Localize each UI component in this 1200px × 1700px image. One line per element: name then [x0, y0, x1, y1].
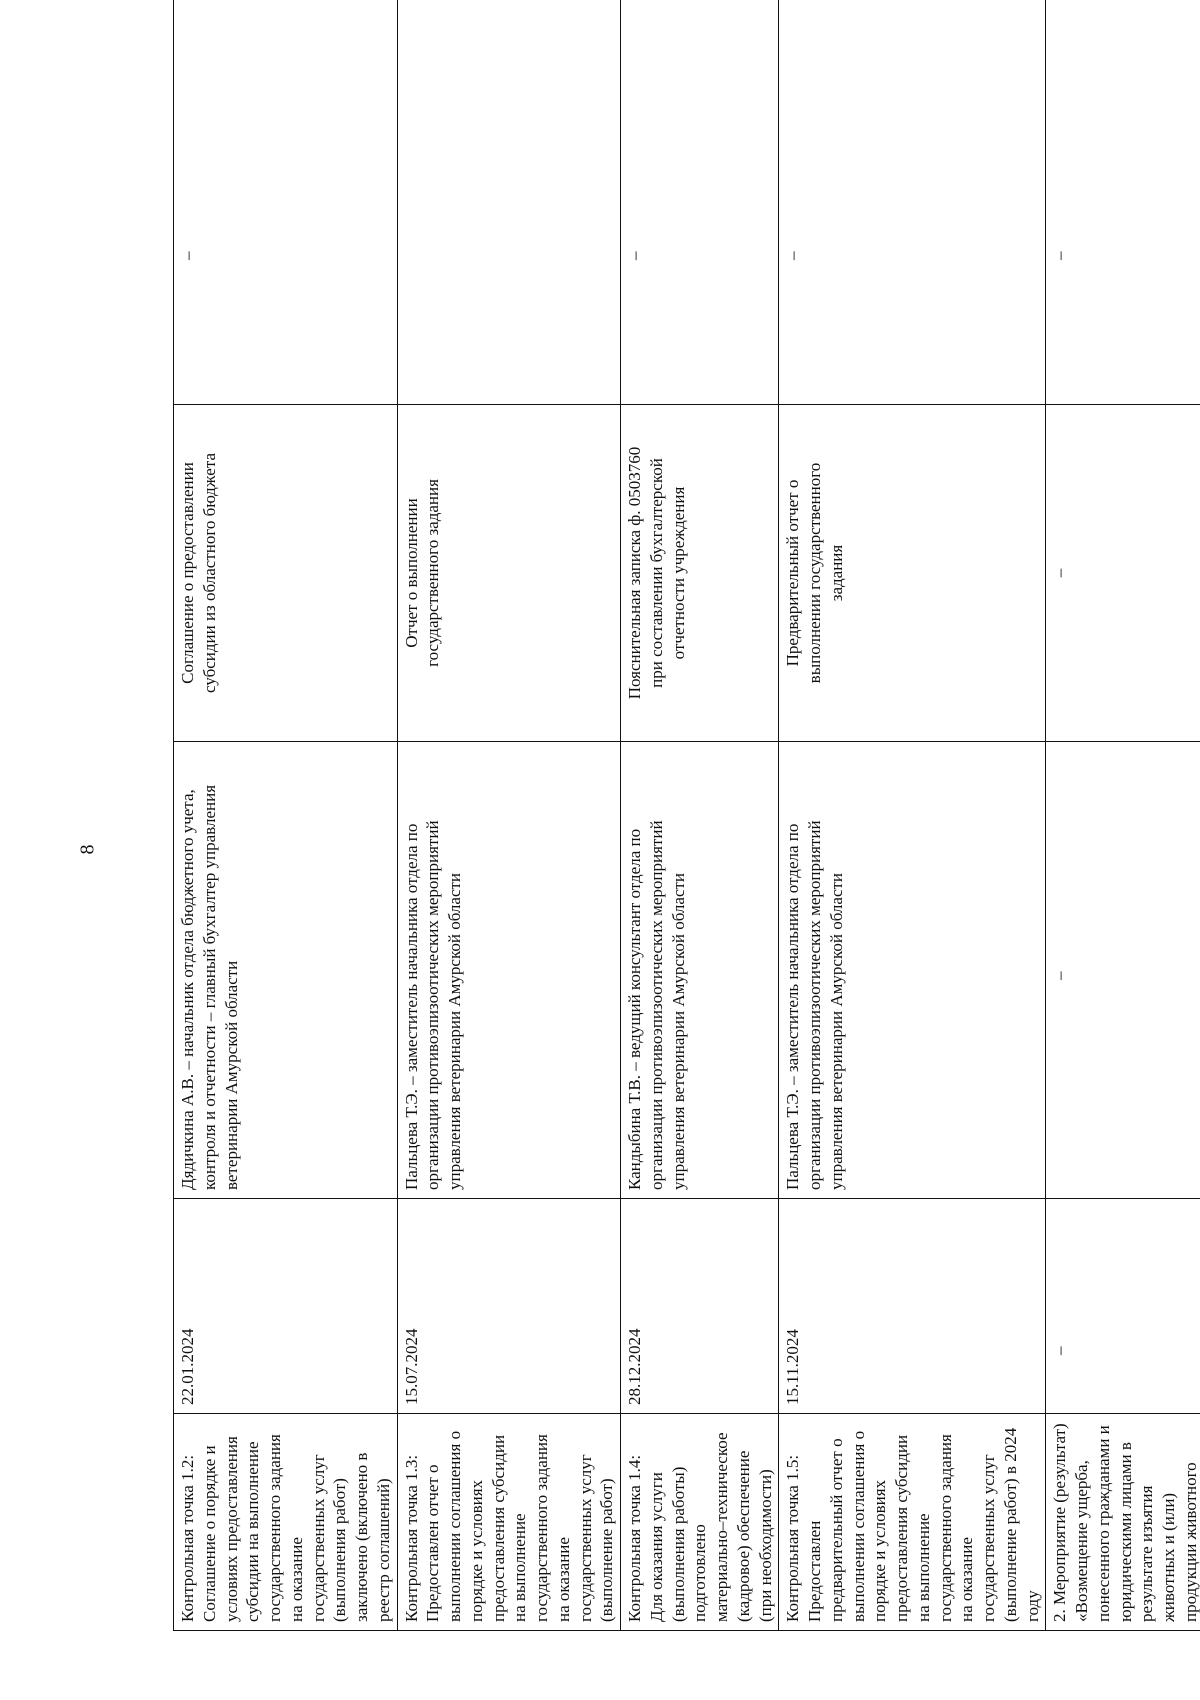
checkpoint-cell	[397, 1414, 621, 1631]
document-cell	[621, 405, 779, 742]
checkpoint-text: Предоставлен предварительный отчет о выполнении соглашения о порядке и условиях предоставления субсидии на выполнение государственного задания на оказание государственных услуг (выполнение работ) в 2024 году	[805, 1427, 1042, 1622]
note-dash: –	[1050, 251, 1070, 260]
note-cell	[174, 0, 398, 405]
checkpoint-text: Для оказания услуги (выполнения работы) подготовлено материально–техническое (кадровое) обеспечение (при необходимости)	[646, 1432, 775, 1622]
checkpoint-title: Контрольная точка 1.3:	[401, 1454, 421, 1622]
date-cell: 22.01.2024	[174, 1199, 398, 1414]
responsible-cell: Дядичкина А.В. – начальник отдела бюджетного учета, контроля и отчетности – главный бухгалтер управления ветеринарии Амурской области	[174, 742, 398, 1199]
document-text: Предварительный отчет о выполнении государственного задания	[783, 462, 846, 684]
document-dash: –	[1050, 568, 1070, 578]
checkpoint-title: Контрольная точка 1.5:	[783, 1454, 803, 1622]
note-cell	[1046, 0, 1200, 405]
note-cell	[621, 0, 779, 405]
document-text: Отчет о выполнении государственного задания	[401, 479, 443, 667]
date-cell: 15.11.2024	[779, 1199, 1046, 1414]
date-cell	[1046, 1199, 1200, 1414]
table-row	[779, 0, 1046, 1631]
activity-text: «Возмещение ущерба, понесенного гражданами и юридическими лицами в результате изъятия животных и (или) продукции животного	[1072, 1425, 1200, 1622]
document-text: Соглашение о предоставлении субсидии из областного бюджета	[178, 452, 219, 694]
responsible-cell: Кандыбина Т.В. – ведущий консультант отдела по организации противоэпизоотических мероприятий управления ветеринарии Амурской области	[621, 742, 779, 1199]
note-dash: –	[783, 251, 803, 260]
responsible-cell	[1046, 742, 1200, 1199]
table-row	[397, 0, 621, 1631]
table-row	[621, 0, 779, 1631]
note-cell	[397, 0, 621, 405]
plan-table	[173, 0, 1200, 1631]
note-cell	[779, 0, 1046, 405]
document-cell	[1046, 405, 1200, 742]
checkpoint-cell	[174, 1414, 398, 1631]
responsible-dash: –	[1050, 971, 1070, 980]
document-text: Пояснительная записка ф. 0503760 при составлении бухгалтерской отчетности учреждения	[625, 446, 688, 700]
note-dash: –	[178, 251, 197, 260]
activity-title: 2. Мероприятие (результат)	[1050, 1423, 1070, 1622]
plan-table-container	[173, 50, 1200, 1631]
date-cell: 15.07.2024	[397, 1199, 621, 1414]
checkpoint-title: Контрольная точка 1.4:	[625, 1454, 644, 1622]
note-dash: –	[625, 251, 644, 260]
checkpoint-text: Предоставлен отчет о выполнении соглашения о порядке и условиях предоставления субсидии на выполнение государственного задания на оказание государственных услуг (выполнение работ)	[423, 1430, 617, 1622]
checkpoint-title: Контрольная точка 1.2:	[178, 1454, 197, 1622]
checkpoint-text: Соглашение о порядке и условиях предоставления субсидии на выполнение государственного задания на оказание государственных услуг (выполнения работ) заключено (включено в реестр соглашений)	[199, 1434, 393, 1622]
date-cell: 28.12.2024	[621, 1199, 779, 1414]
responsible-cell: Пальцева Т.Э. – заместитель начальника отдела по организации противоэпизоотических мероприятий управления ветеринарии Амурской области	[779, 742, 1046, 1199]
document-cell	[779, 405, 1046, 742]
checkpoint-cell	[779, 1414, 1046, 1631]
document-cell	[397, 405, 621, 742]
table-row	[1046, 0, 1200, 1631]
document-cell	[174, 405, 398, 742]
responsible-cell: Пальцева Т.Э. – заместитель начальника отдела по организации противоэпизоотических мероприятий управления ветеринарии Амурской области	[397, 742, 621, 1199]
date-dash: –	[1050, 1346, 1070, 1355]
page-number: 8	[76, 844, 99, 855]
table-row	[174, 0, 398, 1631]
activity-cell	[1046, 1414, 1200, 1631]
checkpoint-cell	[621, 1414, 779, 1631]
